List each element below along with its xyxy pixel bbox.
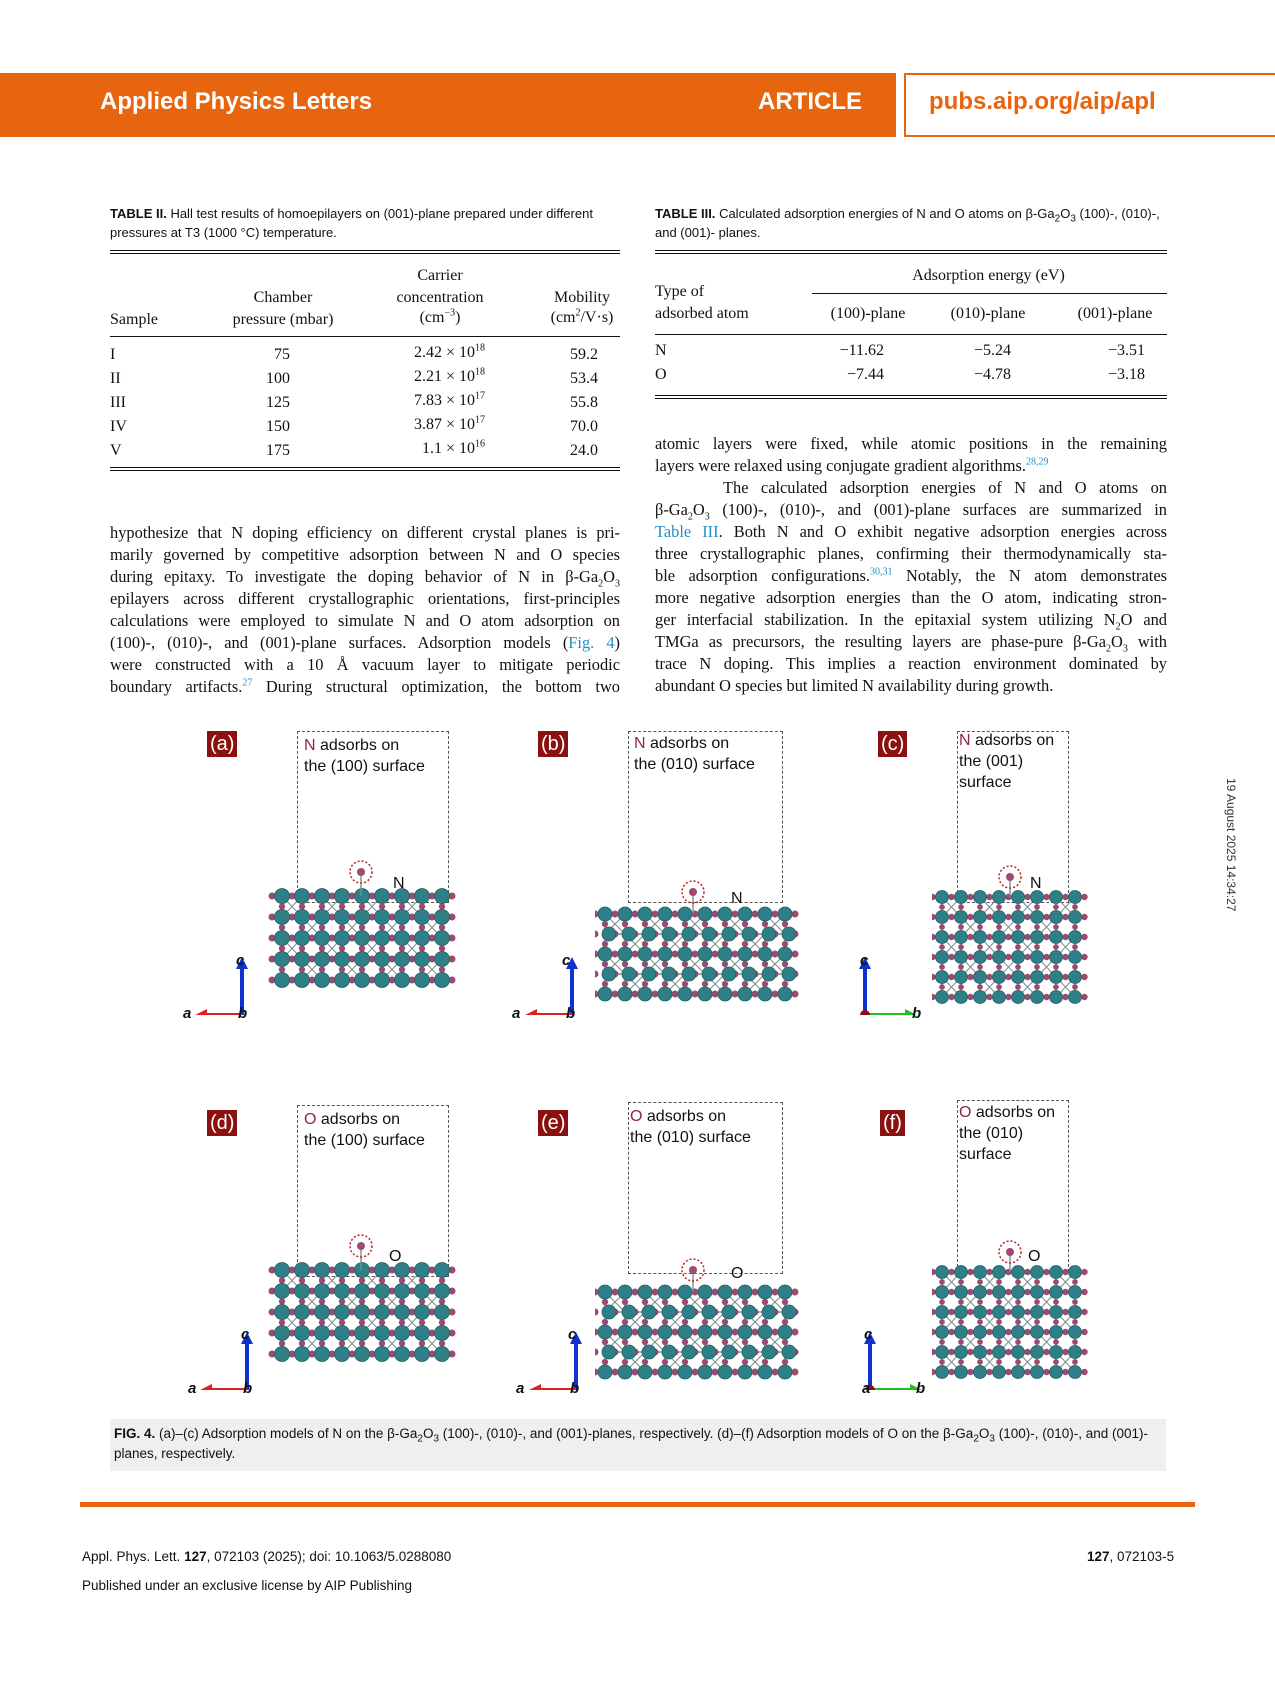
axis-label-horizontal: a — [516, 1380, 525, 1397]
axis-label-depth: b — [238, 1005, 248, 1022]
journal-url-link[interactable]: pubs.aip.org/aip/apl — [929, 88, 1156, 115]
table2-cell-sample: IV — [110, 418, 127, 435]
table2-cell-mobility: 59.2 — [570, 346, 598, 363]
table3-bottom-rule — [655, 395, 1167, 399]
text-line: calculations were employed to simulate N and O atom adsorption on — [110, 611, 620, 630]
table2-cell-conc: $7.83 \times 10^{17}$ — [413, 390, 485, 409]
table2-header-mobility-unit: $(cm^2/V\cdot s)$ — [550, 307, 614, 326]
table2-mid-rule — [110, 336, 620, 337]
axis-label-c: c — [568, 1326, 577, 1343]
table2-cell-mobility: 53.4 — [570, 370, 598, 387]
table3-header-type: Type of — [655, 283, 705, 300]
table2-cell-conc: $3.87 \times 10^{17}$ — [413, 414, 485, 433]
table-ref-link[interactable]: Table III — [655, 522, 719, 541]
footer-license: Published under an exclusive license by AIP Publishing — [82, 1578, 412, 1593]
table3-header-100: (100)-plane — [830, 305, 906, 322]
table2-cell-sample: II — [110, 370, 121, 387]
axis-label-horizontal: b — [912, 1005, 922, 1022]
table2-cell-mobility: 70.0 — [570, 418, 598, 435]
crystal-structure-model — [932, 1240, 1097, 1410]
table3-header-group: Adsorption energy (eV) — [912, 267, 1065, 284]
text-line: layers were relaxed using conjugate gradient algorithms.$^{28,29}$ — [655, 456, 1049, 475]
text-line: boundary artifacts.$^{27}$ During structural optimization, the bottom two — [110, 677, 620, 696]
table3-group-rule — [812, 293, 1167, 294]
journal-title: Applied Physics Letters — [100, 88, 373, 115]
panel-label: (d) — [207, 1110, 237, 1136]
table2-bottom-rule — [110, 467, 620, 471]
table3-cell-010: −5.24 — [973, 342, 1011, 359]
table3-caption — [655, 204, 1167, 242]
table2-cell-sample: V — [110, 442, 122, 459]
table2-header-conc: Carrier — [417, 267, 463, 284]
table2-caption-text: Hall test results of homoepilayers on (001)-plane prepared under different pressures at T3 (1000 °C) temperature. — [110, 206, 593, 240]
panel-description: N adsorbs on the (100) surface — [304, 737, 425, 775]
table3-header-010: (010)-plane — [950, 305, 1026, 322]
table2-cell-conc: $2.21 \times 10^{18}$ — [413, 366, 485, 385]
table3-cell-010: −4.78 — [973, 366, 1011, 383]
text-line: abundant O species but limited N availability during growth. — [655, 676, 1054, 695]
footer-rule — [80, 1502, 1195, 1507]
adsorbed-atom-label: O — [1028, 1248, 1041, 1265]
text-line: TMGa as precursors, the resulting layers are phase-pure $\beta-Ga_2O_3$ with — [655, 632, 1167, 655]
adsorbed-atom-label: N — [393, 875, 405, 892]
panel-label: (f) — [880, 1110, 905, 1136]
table2-header-pressure-2: pressure (mbar) — [232, 311, 334, 328]
table3-cell-atom: O — [655, 366, 667, 383]
axis-label-c: c — [864, 1326, 873, 1343]
table3-cell-100: −7.44 — [846, 366, 884, 383]
panel-description: N adsorbs on the (010) surface — [634, 735, 755, 773]
figure-label: FIG. 4. — [114, 1426, 156, 1441]
panel-label: (b) — [538, 731, 568, 757]
table3-cell-001: −3.51 — [1107, 342, 1145, 359]
text-line: hypothesize that N doping efficiency on different crystal planes is pri- — [110, 523, 620, 542]
text-line: marily governed by competitive adsorption between N and O species — [110, 545, 620, 564]
adsorbed-atom-label: N — [1030, 875, 1042, 892]
panel-description: O adsorbs on the (010) surface — [630, 1108, 751, 1146]
table3-cell-001: −3.18 — [1107, 366, 1145, 383]
table3-cell-atom: N — [655, 342, 667, 359]
crystal-structure-model — [268, 1234, 478, 1414]
axis-label-depth: b — [566, 1005, 576, 1022]
table2-caption — [110, 204, 620, 242]
table2-cell-sample: III — [110, 394, 126, 411]
table2-cell-pressure: 75 — [274, 346, 290, 363]
text-line: ble adsorption configurations.$^{30,31}$ Notably, the N atom demonstrates — [655, 566, 1167, 585]
table2-label: TABLE II. — [110, 206, 167, 221]
table2-header-conc-unit: $(cm^{-3})$ — [419, 307, 461, 326]
adsorbed-atom-label: O — [389, 1248, 402, 1265]
table3-header-type-2: adsorbed atom — [655, 305, 749, 322]
adsorbed-atom-label: O — [731, 1265, 744, 1282]
text-line: were constructed with a 10 Å vacuum layer to mitigate periodic — [110, 655, 620, 674]
axis-label-horizontal: a — [188, 1380, 197, 1397]
crystal-axes-icon — [529, 1330, 589, 1390]
figure-ref-link[interactable]: Fig. 4 — [568, 633, 615, 652]
table2-cell-pressure: 125 — [266, 394, 290, 411]
figure-caption: FIG. 4. (a)–(c) Adsorption models of N on the $\beta-Ga_2O_3$ (100)-, (010)-, and (001)-planes, respectively. (d)–(f) Adsorption models of O on the $\beta-Ga_2O_3$ (100)-, (010)-, and (001)-planes, respectively. — [114, 1426, 1149, 1461]
table2-cell-mobility: 55.8 — [570, 394, 598, 411]
axis-label-c: c — [236, 952, 245, 969]
table2-cell-sample: I — [110, 346, 116, 363]
table2-cell-pressure: 175 — [266, 442, 290, 459]
table2-header-mobility: Mobility — [553, 289, 610, 306]
panel-description: N adsorbs on the (001) surface — [959, 732, 1055, 791]
table2-cell-conc: $2.42 \times 10^{18}$ — [413, 342, 485, 361]
crystal-axes-icon — [525, 955, 585, 1015]
panel-label: (c) — [878, 731, 907, 757]
table2-cell-mobility: 24.0 — [570, 442, 598, 459]
footer-citation: Appl. Phys. Lett. 127, 072103 (2025); doi: 10.1063/5.0288080 — [82, 1549, 452, 1564]
table2-header-pressure: Chamber — [253, 289, 313, 306]
axis-label-horizontal: b — [916, 1380, 926, 1397]
axis-label-depth: b — [243, 1380, 253, 1397]
table3-cell-100: −11.62 — [839, 342, 884, 359]
text-line: (100)-, (010)-, and (001)-plane surfaces. Adsorption models (Fig. 4) — [110, 633, 620, 652]
crystal-structure-model — [595, 1258, 810, 1418]
text-line: ger interfacial stabilization. In the epitaxial system utilizing $N_2O$ and — [655, 610, 1167, 633]
citation-ref-link[interactable]: 27 — [242, 677, 253, 689]
text-line: three crystallographic planes, confirming their thermodynamically sta- — [655, 544, 1167, 563]
panel-description: O adsorbs on the (100) surface — [304, 1111, 425, 1149]
table2-header-conc-2: concentration — [396, 289, 484, 306]
crystal-structure-model — [268, 860, 478, 1040]
axis-label-c: c — [860, 952, 869, 969]
citation-ref-link[interactable]: 28,29 — [1025, 456, 1049, 468]
text-line: atomic layers were fixed, while atomic positions in the remaining — [655, 434, 1167, 453]
text-line: trace N doping. This implies a reaction environment dominated by — [655, 654, 1167, 673]
body-text-left — [110, 522, 620, 698]
table2-header-sample: Sample — [110, 311, 158, 328]
table2-cell-pressure: 100 — [266, 370, 290, 387]
table3-label: TABLE III. — [655, 206, 716, 221]
axis-label-horizontal: a — [512, 1005, 521, 1022]
table2-cell-conc: $1.1 \times 10^{16}$ — [421, 438, 485, 457]
text-line: Table III. Both N and O exhibit negative adsorption energies across — [655, 522, 1167, 541]
panel-description: O adsorbs on the (010) surface — [959, 1104, 1056, 1163]
table2-top-rule — [110, 250, 620, 254]
panel-label: (e) — [538, 1110, 568, 1136]
citation-ref-link[interactable]: 30,31 — [870, 566, 893, 578]
table3-mid-rule — [655, 334, 1167, 335]
text-line: The calculated adsorption energies of N and O atoms on — [723, 478, 1167, 497]
crystal-structure-model — [595, 880, 810, 1040]
crystal-structure-model — [932, 865, 1097, 1035]
download-timestamp: 19 August 2025 14:34:27 — [1224, 778, 1238, 912]
table3-header-001: (001)-plane — [1077, 305, 1153, 322]
text-line: $\beta-Ga_2O_3$ (100)-, (010)-, and (001)-plane surfaces are summarized in — [655, 500, 1167, 523]
text-line: more negative adsorption energies than the O atom, indicating stron- — [655, 588, 1167, 607]
table3-top-rule — [655, 250, 1167, 254]
adsorbed-atom-label: N — [731, 890, 743, 907]
table3-caption-text: Calculated adsorption energies of N and O atoms on $\beta-Ga_2O_3$ (100)-, (010)-, and (001)- planes. — [655, 206, 1160, 240]
body-text-right — [655, 433, 1167, 697]
text-line: during epitaxy. To investigate the doping behavior of N in $\beta-Ga_2O_3$ — [110, 567, 620, 590]
footer-page-number: 127, 072103-5 — [1087, 1549, 1175, 1564]
text-line: epilayers across different crystallographic orientations, first-principles — [110, 589, 620, 608]
axis-label-c: c — [241, 1326, 250, 1343]
axis-label-depth: a — [862, 1380, 871, 1397]
axis-label-c: c — [562, 952, 571, 969]
axis-label-depth: b — [570, 1380, 580, 1397]
section-label: ARTICLE — [758, 88, 862, 115]
axis-label-horizontal: a — [183, 1005, 192, 1022]
table2-cell-pressure: 150 — [266, 418, 290, 435]
panel-label: (a) — [207, 731, 237, 757]
